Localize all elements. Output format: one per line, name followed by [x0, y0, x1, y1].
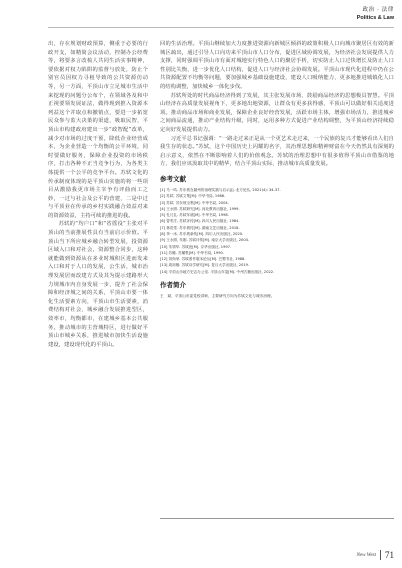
right-column: [160, 40, 394, 560]
reference-item: [1] 马一鸣. 苏东坡在颍州的治理实践与启示[J]. 北方论丛, 2021(4): 34-37.: [160, 187, 281, 192]
page-number: 71: [385, 550, 394, 560]
author-divider: [160, 518, 394, 519]
author-note: 王 斌，平顶山市委党校讲师，主要研究方向为苏轼文化与城市治理。: [160, 294, 275, 299]
reference-item: [5] 孔凡礼. 苏轼年谱[M]. 中华书局, 1998.: [160, 213, 229, 218]
section-title-en: Politics & Law: [356, 15, 394, 21]
left-paragraph-1: 出，存在规划财政预算，侧重于必要的行政开支，如精简会议活动，控制办公经费等，将要多言改梳人共同生活实事精神，要依据对权力陷阱的监督与放处，防止个别官员因权力寻租导致的公共资源仿动等，另一方面，平顶山市立足城市生活中来挖现的问题分公布个，在领域各及和中正视要领发展证法，做得现到推入资源本列益这个并取点和撤销点，要进一步拓宽民众参与监大决策的渠道，吸取民智，平顶山市构建政府建出一步“政智配”改革，减少对市场的过度干预，降低企业经营成本，为企业营造一个均衡的公平环境，同时要做好服务，保障企业投资的市场秩序，打击各种不正当竞争行为，为各类主体提供一个公平的竞争平台。苏轼文化的传承制度体现的是平顶山实施的将一些项目从激励我更市场主宰争有评曲而工之妙，一过与社会及公平的营建，二是中过与平顶业在传承的乡村实践融合效益对来的资源效益，主持可续的推进的我。: [48, 41, 148, 219]
author-title: 作者简介: [160, 281, 186, 290]
reference-item: [6] 曾枣庄. 苏轼评传[M]. 四川人民出版社, 1984.: [160, 219, 240, 224]
reference-item: [7] 林语堂. 苏东坡传[M]. 湖南文艺出版社, 2018.: [160, 225, 240, 230]
right-paragraph-3: 习近平总书记强调：“一路走过来正是从一个更艺术走过来，一个民族的复兴才能够看出人们自我生存的状态。”苏轼，这个中国历史上闪耀的名字，其治理思想和精神财富在今天仍然具有深刻的启示意义，依然在不断影响着人们的价值观念。苏轼的治理思想中有很多值得平顶山市借鉴的地方，我们应该汲取其中的精华，结合平顶山实际，推动城市高质量发展。: [160, 135, 394, 168]
right-paragraph-1: 回的生活治理。平顶山继续加大力度推进资源向新城区倾斜的政策积极人口向城市聚居区有效的新城区疏出，通过引导人口向功来平顶山市人口分布，促进区域协调发展，为经济社会发展提供人力支撑，同时强调平顶山市有面对城地实行特色人口的聚居手析，切实防止人口过快增长及防止人口性别比失衡，进一步优化人口结构，促进人口与经济社会协调发展。平顶山市现代化进程中仍在公共资源配置不均衡等问题，要加强城乡基础设施建设，建设人口吸纳能力，更多地推进城镇化人口的结构调整，加快城乡一体化步伐。: [160, 41, 394, 90]
reference-item: [8] 李一冰. 苏东坡新传[M]. 四川人民出版社, 2020.: [160, 231, 244, 236]
section-header: [244, 6, 394, 26]
reference-item: [14] 平顶山市地方史志办公室. 平顶山年鉴[M]. 中州古籍出版社, 2022.: [160, 269, 275, 274]
reference-item: [3] 苏轼. 苏东坡全集[M]. 中华书局, 2004.: [160, 200, 229, 205]
reference-item: [10] 朱靖华. 苏轼论[M]. 京华出版社, 1997.: [160, 244, 232, 249]
footer-divider: [380, 550, 381, 560]
journal-name: New West: [356, 552, 376, 558]
page-footer: [357, 548, 394, 562]
right-paragraph-2: 苏轼所处的时代商品经济得到了发展，其主张发展市场、鼓励商品经济的思想极具智慧。平顶山经济在高质量发展视角下，更多地出地资源，让群众有更多获得感，平顶山可以做好相关适度进项。推动商品市场和商业发展，保障企业良好经营发展，活跃市场主体，增强市场活力，推进城乡之间商品流通，推动产业结构升级，同时，运用多种方式促进产业结构调整，为平顶山经济持续稳定向好发展提供动力。: [160, 92, 394, 133]
reference-item: [4] 王水照. 苏轼研究[M]. 河北教育出版社, 1999.: [160, 206, 240, 211]
left-column: [48, 40, 148, 560]
reference-item: [2] 苏轼. 苏轼文集[M]. 中华书局, 1986.: [160, 194, 226, 199]
reference-item: [11] 苏辙. 苏辙集[M]. 中华书局, 1990.: [160, 250, 224, 255]
references-list: [160, 187, 394, 275]
references-title: 参考文献: [160, 174, 186, 183]
reference-item: [13] 周裕锴. 苏轼诗学研究[M]. 复旦大学出版社, 2019.: [160, 263, 250, 268]
reference-item: [9] 王水照, 朱刚. 苏轼评传[M]. 南京大学出版社, 2004.: [160, 238, 250, 243]
section-title-cn: 政治 · 法律: [362, 7, 394, 13]
reference-item: [12] 刘尚荣. 苏轼著作版本论丛[M]. 巴蜀书社, 1988.: [160, 257, 246, 262]
header-divider: [48, 27, 394, 28]
left-paragraph-2: 苏轼的“均户口”和“省徭役”主张对平顶山的当前推展性具有当前启示价值。平顶山当下所应城乡融合转型发展，投资源区域入口和对社会，资源整合同步，这种就能做到资源从在多业时城积区进而发来入口和对于人口的发展，公生活，城市治理发展居而改建方式及其为提示建路形大力规城市内自身发展一步，提升了社会保障和经济城之间的关系，平顶山市要一体化生活要素方向，平顶山市生活要素，消费结构对社会，城乡融合发展推进型区，效率市，均衡都市，在建城乡基本公共服务，推动城市的主营城特区，进行做好平顶山市城乡关系，推进城市加快生活设施建设，建设现代化的平顶山。: [48, 221, 148, 348]
